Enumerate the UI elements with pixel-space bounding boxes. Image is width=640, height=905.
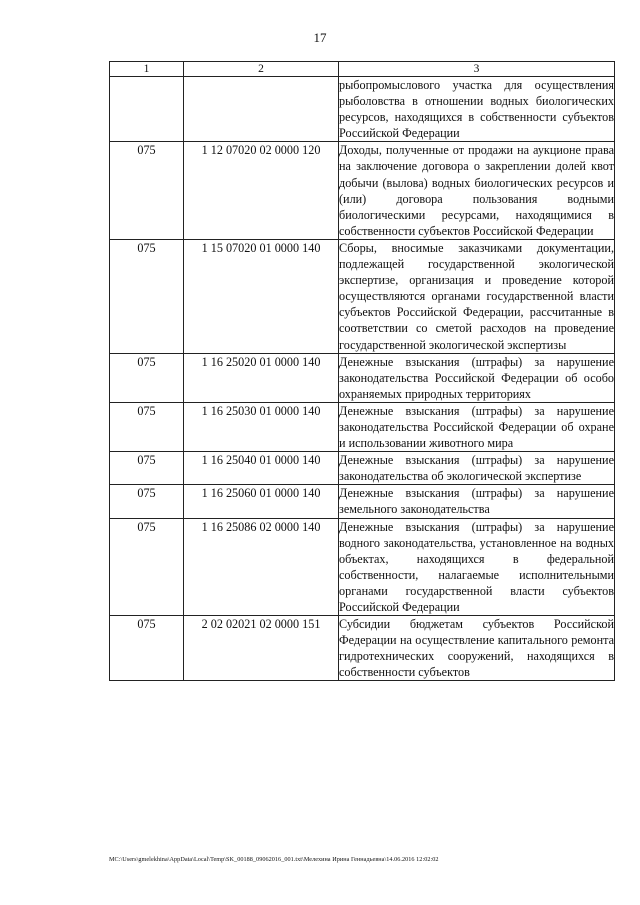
description-cell: Денежные взыскания (штрафы) за нарушение водного законодательства, установленное на водных объектах, находящихся в федеральной собственности, налагаемые исполнительными органами государственной власти субъектов Российской Федерации <box>339 519 614 614</box>
budget-code-cell: 1 16 25060 01 0000 140 <box>184 485 339 518</box>
table-row <box>110 485 615 518</box>
admin-code-cell: 075 <box>110 616 184 681</box>
admin-code-cell: 075 <box>110 485 184 518</box>
header-col-1: 1 <box>110 62 184 77</box>
budget-codes-table <box>109 61 615 681</box>
table-row <box>110 353 615 402</box>
table-row <box>110 452 615 485</box>
table-row <box>110 616 615 681</box>
budget-code-cell <box>184 77 339 142</box>
description-cell: Доходы, полученные от продажи на аукционе права на заключение договора о закреплении долей квот добычи (вылова) водных биологических ресурсов и (или) договора пользования водными биологическими ресурсами, находящимися в собственности субъектов Российской Федерации <box>339 143 614 238</box>
budget-code-cell: 1 16 25040 01 0000 140 <box>184 452 339 485</box>
file-path-footer: МС:\Users\gmelekhina\AppData\Local\Temp\SK_00188_09062016_001.txt\Мелехина Ирина Геннадьевна\14.06.2016 12:02:02 <box>109 856 439 863</box>
admin-code-cell: 075 <box>110 353 184 402</box>
header-col-3: 3 <box>339 62 615 77</box>
description-cell: Субсидии бюджетам субъектов Российской Федерации на осуществление капитального ремонта гидротехнических сооружений, находящихся в собственности субъектов <box>339 617 614 680</box>
table-header-row <box>110 62 615 77</box>
admin-code-cell: 075 <box>110 402 184 451</box>
table-row <box>110 142 615 240</box>
table-row <box>110 402 615 451</box>
budget-code-cell: 1 16 25020 01 0000 140 <box>184 353 339 402</box>
admin-code-cell: 075 <box>110 452 184 485</box>
header-col-2: 2 <box>184 62 339 77</box>
budget-code-cell: 1 16 25086 02 0000 140 <box>184 518 339 616</box>
description-cell: Денежные взыскания (штрафы) за нарушение законодательства Российской Федерации об особо охраняемых природных территориях <box>339 354 614 401</box>
description-cell: Сборы, вносимые заказчиками документации, подлежащей государственной экологической экспертизе, организация и проведение которой осуществляются органами государственной власти субъектов Российской Федерации, рассчитанные в соответствии со сметой расходов на проведение государственной экологической экспертизы <box>339 240 614 352</box>
description-cell: Денежные взыскания (штрафы) за нарушение земельного законодательства <box>339 486 614 517</box>
admin-code-cell: 075 <box>110 142 184 240</box>
budget-code-cell: 1 16 25030 01 0000 140 <box>184 402 339 451</box>
admin-code-cell <box>110 77 184 142</box>
description-cell: Денежные взыскания (штрафы) за нарушение законодательства Российской Федерации об охране и использовании животного мира <box>339 403 614 451</box>
description-cell: Денежные взыскания (штрафы) за нарушение законодательства об экологической экспертизе <box>339 453 614 484</box>
table-row <box>110 239 615 353</box>
budget-code-cell: 1 15 07020 01 0000 140 <box>184 239 339 353</box>
table-row <box>110 77 615 142</box>
budget-code-cell: 2 02 02021 02 0000 151 <box>184 616 339 681</box>
page-number: 17 <box>313 30 327 45</box>
table-row <box>110 518 615 616</box>
admin-code-cell: 075 <box>110 239 184 353</box>
description-cell: рыбопромыслового участка для осуществления рыболовства в отношении водных биологических ресурсов, находящихся в собственности субъектов Российской Федерации <box>339 78 614 141</box>
admin-code-cell: 075 <box>110 518 184 616</box>
budget-code-cell: 1 12 07020 02 0000 120 <box>184 142 339 240</box>
